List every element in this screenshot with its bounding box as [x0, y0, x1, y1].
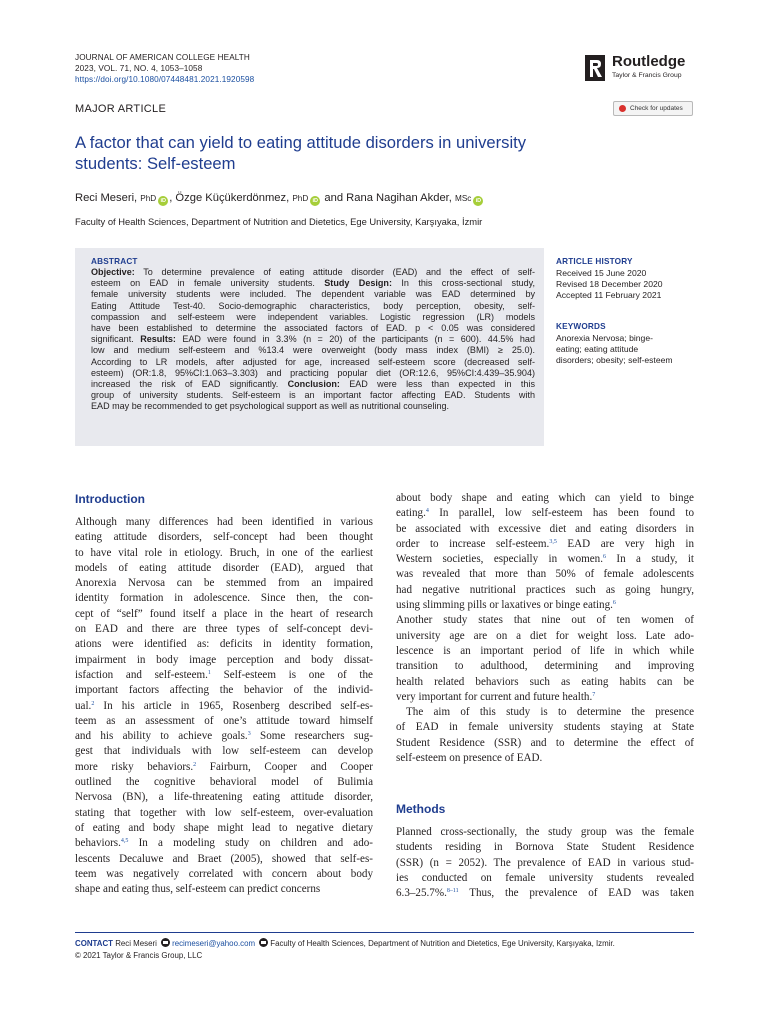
methods-text [396, 825, 694, 901]
text-line: behaviors.$^{4,5}$ In a modeling study on children and ado- [75, 837, 373, 850]
doi-link[interactable]: https://doi.org/10.1080/07448481.2021.1920598 [75, 75, 255, 84]
affiliation: Faculty of Health Sciences, Department of Nutrition and Dietetics, Ege University, Karşıyaka, İzmir [75, 216, 483, 227]
text-line: 6.3–25.7%.$^{8-11}$ Thus, the prevalence of EAD was taken [396, 887, 694, 900]
text-line: important factors affecting the behavior of the individ- [75, 684, 373, 697]
abstract-line: female university students were included. The dependent variable was EAD determined by [91, 289, 535, 300]
history-heading: ARTICLE HISTORY [556, 257, 633, 266]
introduction-heading: Introduction [75, 492, 145, 506]
text-line: Nervosa (BN), a life-threatening eating attitude disorder, [75, 791, 373, 804]
citation-ref[interactable]: 1 [207, 669, 211, 676]
keywords-heading: KEYWORDS [556, 322, 606, 331]
author-degree: PhD [292, 194, 309, 203]
article-type: MAJOR ARTICLE [75, 103, 167, 115]
text-line: cept of “self” found itself a place in the heart of research [75, 607, 373, 620]
abstract-line: Eating Attitude Test-40. Socio-demographic characteristics, body perception, obesity, self- [91, 300, 535, 311]
contact-line [75, 938, 615, 950]
text-line: transition to adulthood, determining and improving [396, 660, 694, 673]
text-line: eating attitude disorders, self-concept had been thought [75, 531, 373, 544]
check-updates-label: Check for updates [630, 105, 683, 112]
citation-ref[interactable]: 4,5 [120, 838, 129, 845]
text-line: ual.$^2$ In his article in 1965, Rosenberg described self-es- [75, 699, 373, 712]
text-line: more risky behaviors.$^2$ Fairburn, Cooper and Cooper [75, 760, 373, 773]
text-line: teem was negatively correlated with concern about body [75, 867, 373, 880]
text-line: of EAD in female university students staying at State [396, 721, 694, 734]
journal-volume: 2023, VOL. 71, NO. 4, 1053–1058 [75, 64, 203, 73]
text-line: isfaction and self-esteem.$^1$ Self-esteem is one of the [75, 668, 373, 681]
orcid-icon[interactable]: iD [473, 196, 483, 206]
text-line: ations were identified as: deficits in identity formation, [75, 638, 373, 651]
text-line: The aim of this study is to determine the presence [406, 706, 694, 719]
abstract-line: esteem on EAD in female university students. Study Design: In this cross-sectional study, [91, 278, 536, 289]
keywords-list [556, 333, 673, 366]
text-line: teem as an assessment of one’s attitude toward himself [75, 714, 373, 727]
text-line: lescence is an important period of life in which while [396, 644, 694, 657]
text-line: be associated with excessive diet and eating disorders in [396, 522, 694, 535]
text-line: lescents Decaluwe and Braet (2005), showed that self-es- [75, 852, 373, 865]
citation-ref[interactable]: 6 [603, 554, 607, 561]
text-line: on EAD and there are three types of self-concept devi- [75, 623, 373, 636]
contact-address: Faculty of Health Sciences, Department of Nutrition and Dietetics, Ege University, Karşıyaka, Izmir. [270, 939, 615, 948]
text-line: identity formation in adolescence. Since then, the con- [75, 592, 373, 605]
text-line: impairment in body image perception and body dissat- [75, 653, 373, 666]
methods-heading: Methods [396, 802, 446, 816]
update-badge-icon [619, 105, 626, 112]
author-name: and Rana Nagihan Akder, [324, 192, 452, 204]
introduction-text [75, 515, 373, 897]
text-line: Although many differences had been identified in various [75, 516, 373, 528]
citation-ref[interactable]: 7 [592, 691, 596, 698]
citation-ref[interactable]: 8–11 [446, 888, 459, 895]
text-line: and his ability to achieve goals.$^3$ Some researchers sug- [75, 730, 373, 743]
abstract-heading: ABSTRACT [91, 257, 138, 266]
text-line: of eating and body shape might lead to negative dietary [75, 821, 373, 834]
routledge-r-icon [584, 54, 606, 82]
revised-date: Revised 18 December 2020 [556, 279, 663, 289]
citation-ref[interactable]: 3,5 [549, 538, 557, 545]
citation-ref[interactable]: 2 [193, 761, 197, 768]
abstract-line: increased the risk of EAD significantly. Conclusion: EAD were less than expected in this [91, 378, 535, 389]
journal-name: JOURNAL OF AMERICAN COLLEGE HEALTH [75, 53, 250, 62]
email-icon [161, 938, 170, 947]
text-line: shape and eating thus, self-esteem can predict concerns [75, 883, 321, 896]
routledge-logo [584, 52, 694, 84]
text-line: about body shape and eating which can yield to binge [396, 492, 694, 504]
author-name: , Özge Küçükerdönmez, [169, 192, 290, 204]
text-line: gest that individuals with low self-esteem can develop [75, 745, 373, 758]
text-line: eating.$^4$ In parallel, low self-esteem has been found to [396, 507, 694, 520]
author-degree: PhD [140, 194, 157, 203]
text-line: (SSR) (n = 2052). The prevalence of EAD in various stud- [396, 856, 694, 869]
text-line: outlined the cognitive behavioral model of Bulimia [75, 776, 373, 789]
title-line: students: Self-esteem [75, 154, 236, 173]
author-name: Reci Meseri, [75, 192, 138, 204]
abstract-line: According to LR models, after adjusted for age, increased self-esteem score (decreased self- [91, 356, 535, 367]
text-line: to have vital role in etiology. Bruch, in one of the earliest [75, 546, 373, 559]
citation-ref[interactable]: 3 [247, 731, 251, 738]
author-degree: MSc [455, 194, 472, 203]
abstract-line: Objective: To determine prevalence of eating attitude disorder (EAD) and the effect of self- [91, 267, 535, 277]
footer-rule [75, 932, 694, 933]
text-line: was revealed that more than 50% of female adolescents [396, 568, 694, 581]
orcid-icon[interactable]: iD [310, 196, 320, 206]
citation-ref[interactable]: 4 [425, 508, 429, 515]
text-line: very important for current and future health.$^7$ [396, 690, 596, 703]
orcid-icon[interactable]: iD [158, 196, 168, 206]
text-line: Anorexia Nervosa can be stemmed from an impaired [75, 577, 373, 590]
text-line: models of eating attitude disorder (EAD), argued that [75, 561, 373, 574]
abstract-line: have been established to determine the associated factors of EAD. p < 0.05 was considered [91, 322, 535, 333]
text-line: Planned cross-sectionally, the study group was the female [396, 826, 694, 838]
keyword-line: eating; eating attitude [556, 344, 639, 354]
author-list [75, 191, 484, 206]
article-title [75, 132, 675, 174]
abstract-line: significant. Results: EAD were found in 3.3% (n = 20) of the participants (n = 600). 44.5% had [91, 334, 535, 345]
text-line: Student Residence (SSR) and to determine the effect of [396, 736, 694, 749]
text-line: Western societies, especially in women.$^6$ In a study, it [396, 553, 694, 566]
text-line: Another study states that nine out of ten women of [396, 614, 694, 627]
accepted-date: Accepted 11 February 2021 [556, 290, 662, 300]
check-updates-button[interactable] [613, 101, 693, 116]
text-line: ies conducted on female university students revealed [396, 871, 694, 884]
abstract-line: esteem) (OR:1.8, 95%CI:1.063–3.303) and practicing popular diet (OR:12.6, 95%CI:4.439–35.904) [91, 367, 535, 378]
copyright: © 2021 Taylor & Francis Group, LLC [75, 951, 203, 960]
contact-email-link[interactable]: recimeseri@yahoo.com [172, 939, 256, 948]
text-line: had negative nutritional practices such as going hungry, [396, 583, 694, 596]
citation-ref[interactable]: 2 [91, 700, 95, 707]
text-line: order to increase self-esteem.$^{3,5}$ EAD are very high in [396, 537, 694, 550]
abstract-line: group of university students. Self-esteem is an important factor affecting EAD. Students with [91, 390, 535, 401]
citation-ref[interactable]: 6 [612, 600, 616, 607]
address-icon [259, 938, 268, 947]
article-history [556, 268, 663, 301]
text-line: university age are on a diet for weight loss. Late ado- [396, 629, 694, 642]
keyword-line: disorders; obesity; self-esteem [556, 355, 673, 365]
text-line: self-esteem on presence of EAD. [396, 752, 543, 765]
text-line: using slimming pills or laxatives or binge eating.$^6$ [396, 599, 616, 612]
contact-label: CONTACT [75, 939, 113, 948]
abstract-text [91, 267, 535, 412]
text-line: students residing in Bornova State Student Residence [396, 841, 694, 854]
abstract-line: compassion and self-esteem were independent variables. Logistic regression (LR) models [91, 311, 535, 322]
contact-name: Reci Meseri [115, 939, 157, 948]
received-date: Received 15 June 2020 [556, 268, 647, 278]
abstract-line: EAD may be recommended to get psychological support as well as nutritional counseling. [91, 401, 450, 412]
keyword-line: Anorexia Nervosa; binge- [556, 333, 653, 343]
publisher-name: Routledge [612, 53, 686, 70]
introduction-continued-text [396, 491, 694, 766]
publisher-subname: Taylor & Francis Group [612, 72, 682, 79]
text-line: stating that together with low self-esteem, over-evaluation [75, 806, 373, 819]
abstract-line: low and medium self-esteem and %13.4 were overweight (body mass index (BMI) ≥ 25.0). [91, 345, 535, 356]
title-line: A factor that can yield to eating attitude disorders in university [75, 133, 527, 152]
text-line: health related behaviors such as eating habits can be [396, 675, 694, 688]
